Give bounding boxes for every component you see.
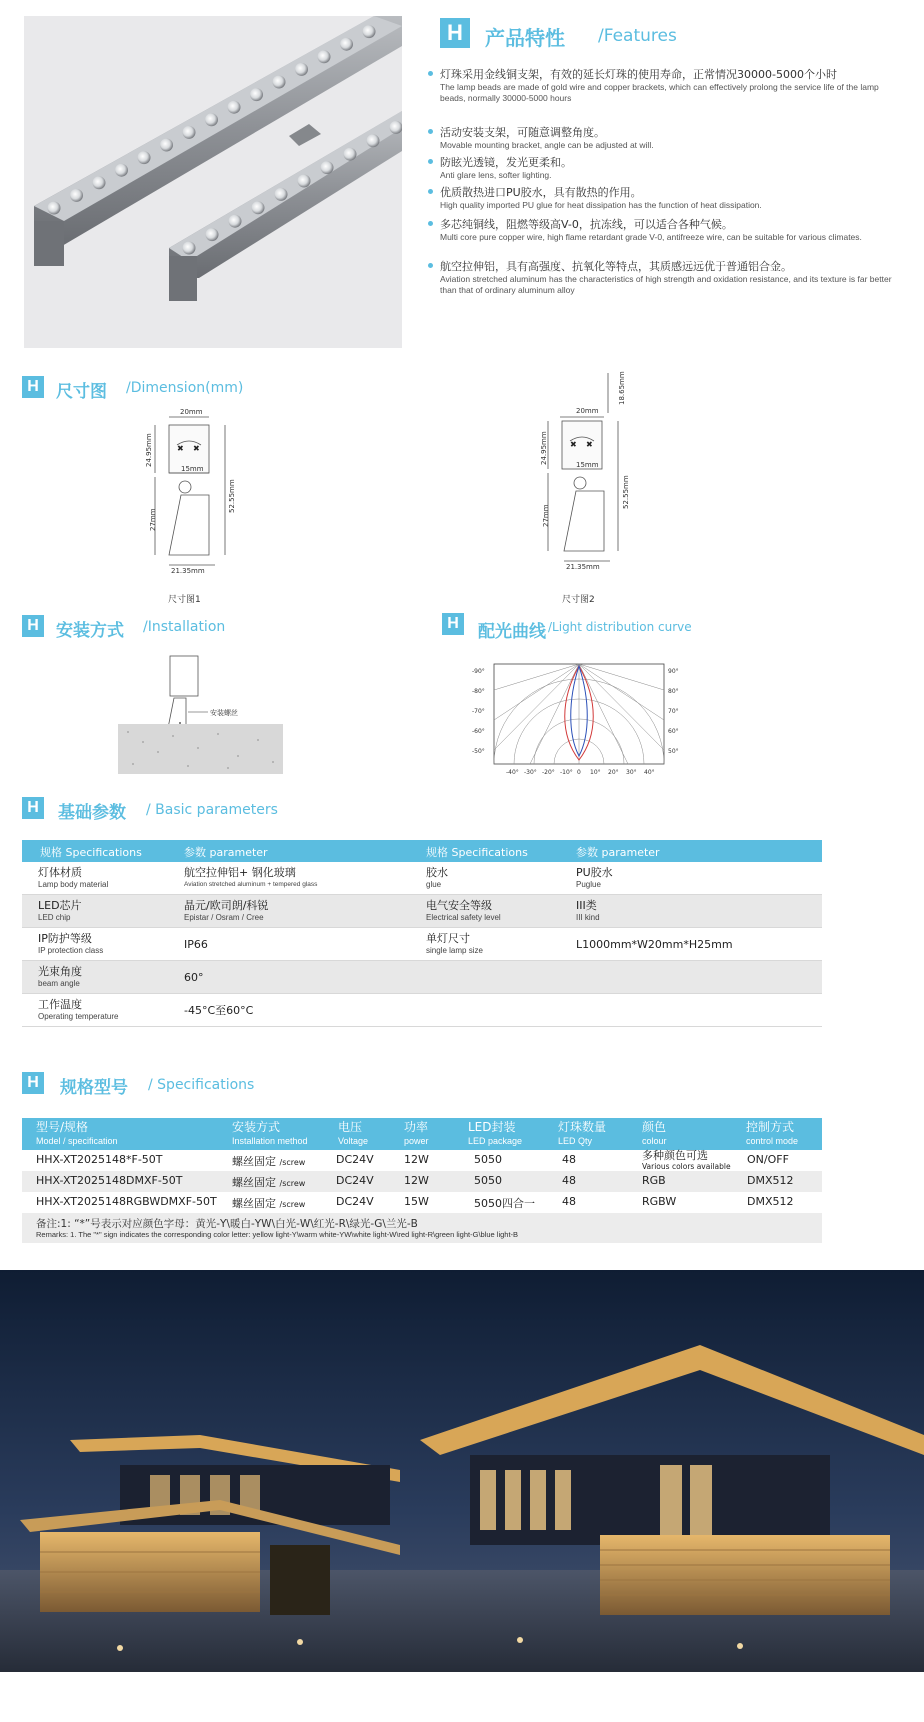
feature-en: High quality imported PU glue for heat dissipation has the function of heat dissipation. bbox=[440, 200, 762, 210]
svg-text:30°: 30° bbox=[626, 769, 637, 776]
led-bead bbox=[93, 176, 106, 189]
basic-badge: H bbox=[22, 797, 44, 819]
specs-badge: H bbox=[22, 1072, 44, 1094]
led-bead bbox=[344, 148, 357, 161]
feature-en: The lamp beads are made of gold wire and copper brackets, which can effectively prolong the service life of the lamp beads, normally 30000-5000 hours bbox=[440, 82, 879, 103]
led-bead bbox=[298, 175, 311, 188]
led-bead bbox=[229, 215, 242, 228]
led-bead bbox=[115, 164, 128, 177]
dim-h-total: 52.55mm bbox=[228, 479, 236, 513]
basic-row: 灯体材质 Lamp body material 航空拉伸铝+ 钢化玻璃 Aviation stretched aluminum + tempered glass 胶水 glue PU胶水 Puglue bbox=[22, 862, 822, 895]
svg-text:80°: 80° bbox=[668, 688, 679, 695]
led-bead bbox=[183, 126, 196, 139]
led-bead bbox=[228, 101, 241, 114]
feature-cn: 优质散热进口PU胶水，具有散热的作用。 bbox=[440, 186, 642, 199]
led-bead bbox=[252, 201, 265, 214]
led-bead bbox=[340, 38, 353, 51]
installation-title-cn: 安装方式 bbox=[56, 621, 124, 641]
specs-title-en: / Specifications bbox=[148, 1077, 255, 1093]
feature-en: Anti glare lens, softer lighting. bbox=[440, 170, 552, 180]
feature-cn: 航空拉伸铝，具有高强度、抗氧化等特点，其质感远远优于普通铝合金。 bbox=[440, 260, 792, 273]
feature-item bbox=[440, 260, 900, 296]
dimension-caption-2: 尺寸图2 bbox=[562, 595, 595, 605]
led-bead bbox=[205, 113, 218, 126]
feature-item bbox=[440, 218, 900, 243]
led-bead bbox=[363, 25, 376, 38]
led-bead bbox=[318, 50, 331, 63]
bullet-icon bbox=[428, 263, 433, 268]
led-bead bbox=[206, 228, 219, 241]
dimension-figure-1 bbox=[125, 405, 255, 590]
led-bead bbox=[48, 202, 61, 215]
led-bead bbox=[70, 189, 83, 202]
specs-title-cn: 规格型号 bbox=[60, 1078, 128, 1098]
basic-table-header: 规格 Specifications 参数 parameter 规格 Specifications 参数 parameter bbox=[22, 840, 822, 862]
led-bead bbox=[250, 88, 263, 101]
dim-w-top: 20mm bbox=[576, 407, 599, 415]
features-badge: H bbox=[440, 18, 470, 48]
basic-title-en: / Basic parameters bbox=[146, 802, 278, 818]
spec-table-header: 型号/规格 Model / specification 安装方式 Installation method 电压 Voltage 功率 power LED封装 LED package 灯珠数量 LED Qty 颜色 colour 控制方式 control mode bbox=[22, 1118, 822, 1150]
spec-row: HHX-XT2025148RGBWDMXF-50T 螺丝固定 /screw DC24V 15W 5050四合一 48 RGBW DMX512 bbox=[36, 1195, 794, 1210]
dim-w-inner: 15mm bbox=[181, 465, 204, 473]
product-photo bbox=[24, 16, 402, 348]
led-bead bbox=[295, 63, 308, 76]
light-distribution-chart bbox=[470, 660, 690, 782]
svg-text:-10°: -10° bbox=[560, 769, 573, 776]
basic-row: LED芯片 LED chip 晶元/欧司朗/科锐 Epistar / Osram / Cree 电气安全等级 Electrical safety level III类 III kind bbox=[22, 895, 822, 928]
svg-text:-20°: -20° bbox=[542, 769, 555, 776]
dimension-caption-1: 尺寸图1 bbox=[168, 595, 201, 605]
feature-en: Aviation stretched aluminum has the characteristics of high strength and oxidation resistance, and its texture is far better than that of ordinary aluminum alloy bbox=[440, 274, 892, 295]
svg-text:✖: ✖ bbox=[586, 440, 593, 449]
led-bead bbox=[275, 188, 288, 201]
svg-text:-30°: -30° bbox=[524, 769, 537, 776]
dim-h-bracket: 27mm bbox=[542, 504, 550, 527]
features-title-en: /Features bbox=[598, 26, 677, 46]
bullet-icon bbox=[428, 189, 433, 194]
dim-w-inner: 15mm bbox=[576, 461, 599, 469]
installation-title-en: /Installation bbox=[143, 619, 226, 635]
dim-w-bottom: 21.35mm bbox=[566, 563, 600, 571]
svg-text:✖: ✖ bbox=[177, 444, 184, 453]
dimension-title-en: /Dimension(mm) bbox=[126, 380, 244, 396]
dim-h-extra: 18.65mm bbox=[618, 371, 626, 405]
spec-row: HHX-XT2025148*F-50T 螺丝固定 /screw DC24V 12W 5050 48 多种颜色可选 Various colors available ON/OFF bbox=[36, 1149, 789, 1171]
dimension-badge: H bbox=[22, 376, 44, 398]
svg-text:40°: 40° bbox=[644, 769, 655, 776]
installation-badge: H bbox=[22, 615, 44, 637]
basic-row: 光束角度 beam angle 60° bbox=[22, 961, 822, 994]
svg-text:10°: 10° bbox=[590, 769, 601, 776]
features-title-cn: 产品特性 bbox=[485, 26, 565, 50]
svg-text:0: 0 bbox=[577, 769, 581, 776]
dim-w-top: 20mm bbox=[180, 408, 203, 416]
svg-text:-90°: -90° bbox=[472, 668, 485, 675]
feature-en: Movable mounting bracket, angle can be adjusted at will. bbox=[440, 140, 654, 150]
building-photo bbox=[0, 1270, 924, 1672]
svg-text:70°: 70° bbox=[668, 708, 679, 715]
dim-w-bottom: 21.35mm bbox=[171, 567, 205, 575]
feature-cn: 防眩光透镜，发光更柔和。 bbox=[440, 156, 572, 169]
feature-cn: 灯珠采用金线铜支架，有效的延长灯珠的使用寿命，正常情况30000-5000个小时 bbox=[440, 68, 837, 81]
dimension-title-cn: 尺寸图 bbox=[56, 382, 107, 402]
feature-item bbox=[440, 186, 900, 211]
bullet-icon bbox=[428, 71, 433, 76]
dim-h-body: 24.95mm bbox=[145, 433, 153, 467]
svg-text:-70°: -70° bbox=[472, 708, 485, 715]
led-bead bbox=[273, 76, 286, 89]
svg-text:-60°: -60° bbox=[472, 728, 485, 735]
bullet-icon bbox=[428, 221, 433, 226]
installation-screw-label: 安装螺丝 bbox=[210, 709, 238, 717]
svg-text:50°: 50° bbox=[668, 748, 679, 755]
basic-title-cn: 基础参数 bbox=[58, 803, 126, 823]
spec-note: 备注:1: “*”号表示对应颜色字母：黄光-Y\暖白-YW\白光-W\红光-R\绿光-G\兰光-B Remarks: 1. The "*" sign indicates the corresponding color letter: yellow light-Y\warm white-YW\white light-W\red light-R\green light-G\blue light-B bbox=[22, 1213, 822, 1243]
led-bead bbox=[160, 139, 173, 152]
bullet-icon bbox=[428, 159, 433, 164]
svg-text:90°: 90° bbox=[668, 668, 679, 675]
svg-text:-40°: -40° bbox=[506, 769, 519, 776]
feature-cn: 多芯纯铜线，阻燃等级高V-0，抗冻线，可以适合各种气候。 bbox=[440, 218, 733, 231]
svg-text:✖: ✖ bbox=[570, 440, 577, 449]
led-bead bbox=[367, 134, 380, 147]
led-bead bbox=[390, 121, 403, 134]
dim-h-body: 24.95mm bbox=[540, 431, 548, 465]
dim-h-bracket: 27mm bbox=[149, 508, 157, 531]
svg-text:✖: ✖ bbox=[193, 444, 200, 453]
spec-row: HHX-XT2025148DMXF-50T 螺丝固定 /screw DC24V 12W 5050 48 RGB DMX512 bbox=[22, 1171, 822, 1192]
led-bead bbox=[321, 161, 334, 174]
dimension-figure-2 bbox=[520, 365, 650, 590]
distribution-title-cn: 配光曲线 bbox=[478, 622, 546, 642]
basic-row: 工作温度 Operating temperature -45°C至60°C bbox=[22, 994, 822, 1027]
distribution-title-en: /Light distribution curve bbox=[548, 620, 692, 634]
feature-item bbox=[440, 156, 900, 181]
distribution-badge: H bbox=[442, 613, 464, 635]
led-bar-illustration bbox=[24, 16, 402, 348]
led-bead bbox=[138, 151, 151, 164]
led-bead bbox=[183, 242, 196, 255]
feature-item bbox=[440, 126, 900, 151]
feature-item bbox=[440, 68, 900, 104]
feature-cn: 活动安装支架，可随意调整角度。 bbox=[440, 126, 605, 139]
basic-row: IP防护等级 IP protection class IP66 单灯尺寸 single lamp size L1000mm*W20mm*H25mm bbox=[22, 928, 822, 961]
bullet-icon bbox=[428, 129, 433, 134]
svg-text:20°: 20° bbox=[608, 769, 619, 776]
feature-en: Multi core pure copper wire, high flame retardant grade V-0, antifreeze wire, can be suitable for various climates. bbox=[440, 232, 862, 242]
svg-text:60°: 60° bbox=[668, 728, 679, 735]
svg-text:-50°: -50° bbox=[472, 748, 485, 755]
installation-figure bbox=[118, 652, 283, 777]
svg-text:-80°: -80° bbox=[472, 688, 485, 695]
dim-h-total: 52.55mm bbox=[622, 475, 630, 509]
